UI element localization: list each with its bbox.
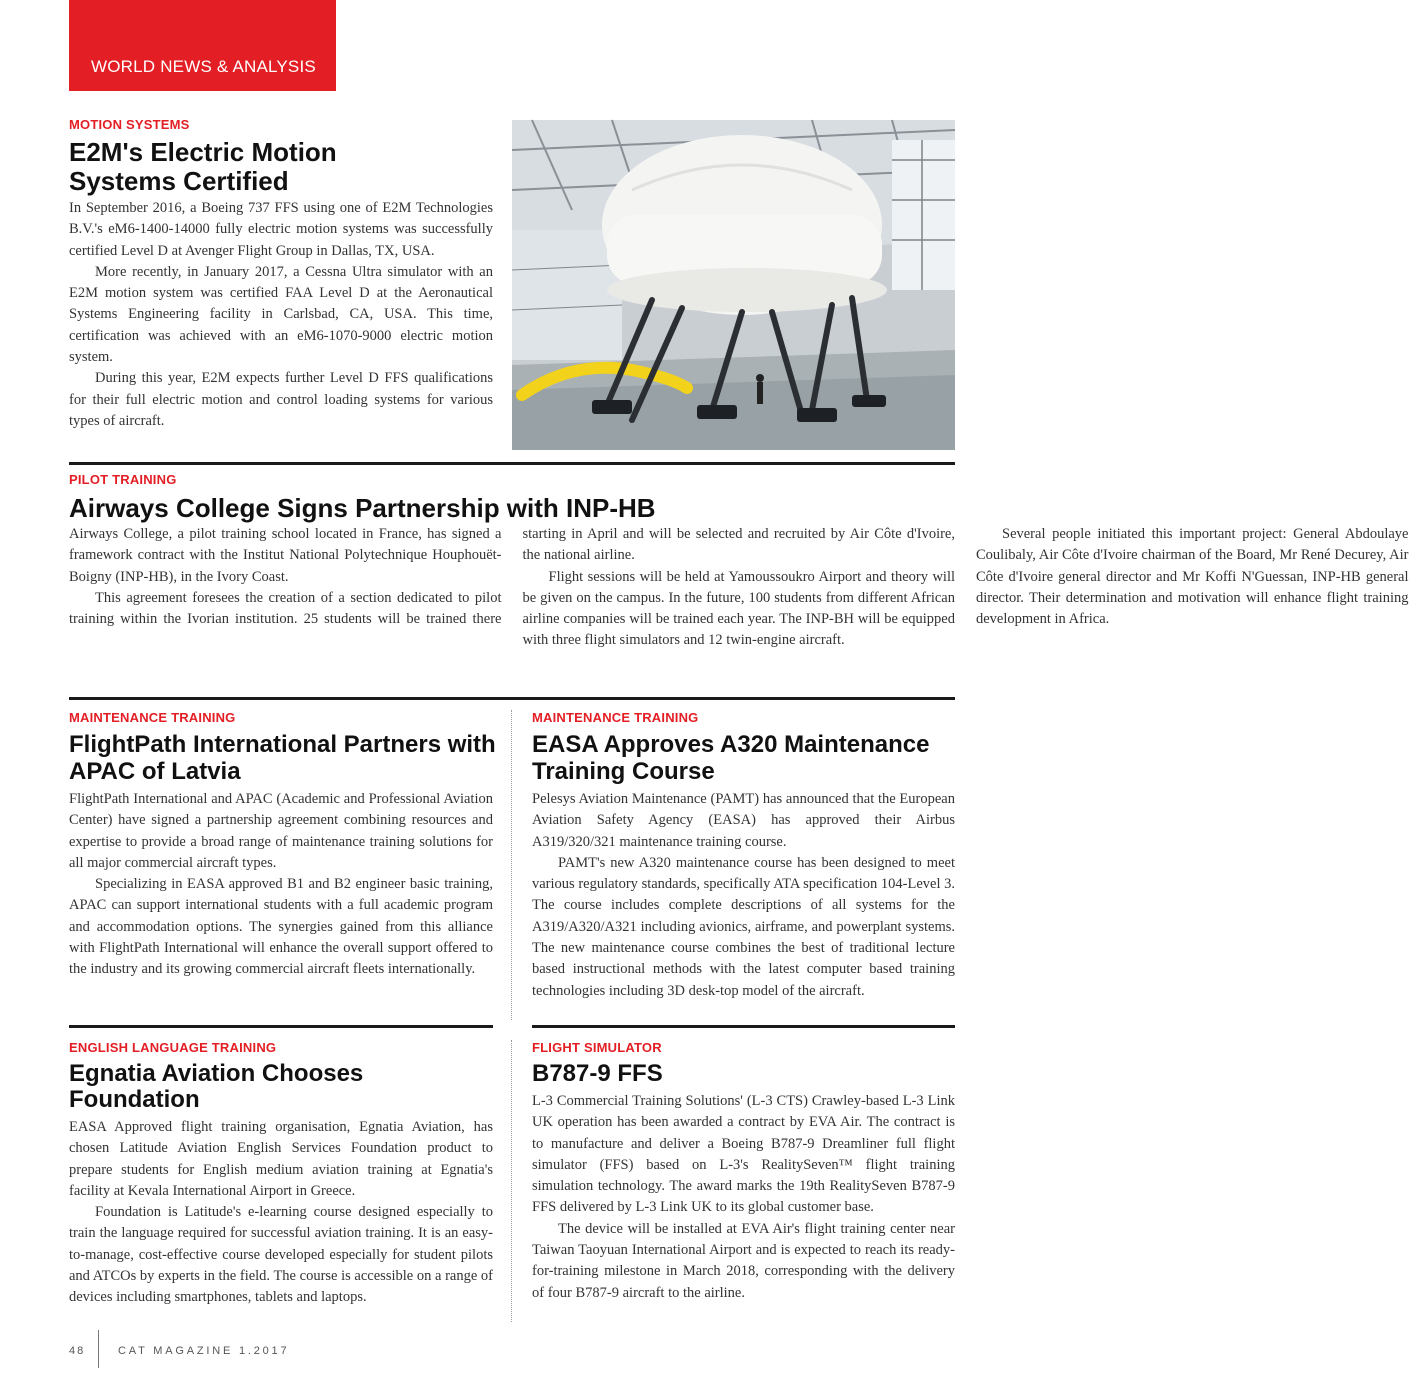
- simulator-illustration: [512, 120, 955, 450]
- article-body: [69, 1117, 493, 1309]
- paragraph: FlightPath International and APAC (Academic and Professional Aviation Center) have signed a partnership agreement combining resources and expertise to provide a broad range of maintenance training solutions for all major commercial aircraft types.: [69, 791, 493, 871]
- section-divider: [69, 697, 955, 700]
- paragraph: During this year, E2M expects further Level D FFS qualifications for their full electric motion and control loading systems for various types of aircraft.: [69, 370, 493, 429]
- article-headline: FlightPath International Partners with APAC of Latvia: [69, 731, 496, 785]
- article-flightpath-apac: [69, 710, 496, 981]
- article-b787-ffs: [532, 1040, 955, 1304]
- article-easa-a320: [532, 710, 955, 1002]
- article-motion-systems: [69, 117, 493, 432]
- page-number: 48: [69, 1345, 86, 1357]
- paragraph: This agreement foresees the creation of a section dedicated to pilot training within the Ivorian institution. 25 students will be trained there starting in April and will be selected and recruited by Air Côte d'Ivoire, the national airline.: [69, 526, 955, 628]
- section-banner: [69, 0, 336, 91]
- article-pilot-training: [69, 472, 1409, 652]
- article-egnatia-aviation: [69, 1040, 493, 1309]
- paragraph: Airways College, a pilot training school located in France, has signed a framework contract with the Institut National Polytechnique Houphouët-Boigny (INP-HB), in the Ivory Coast.: [69, 526, 502, 585]
- article-headline: Airways College Signs Partnership with INP-HB: [69, 493, 656, 523]
- footer-divider: [98, 1330, 99, 1368]
- section-divider: [69, 1025, 493, 1028]
- article-body: [532, 1091, 955, 1304]
- paragraph: Pelesys Aviation Maintenance (PAMT) has announced that the European Aviation Safety Agency (EASA) has approved their Airbus A319/320/321 maintenance training course.: [532, 791, 955, 850]
- magazine-issue: CAT MAGAZINE 1.2017: [118, 1345, 290, 1357]
- article-headline: B787-9 FFS: [532, 1060, 663, 1087]
- section-label: WORLD NEWS & ANALYSIS: [91, 57, 316, 76]
- article-category: MAINTENANCE TRAINING: [532, 710, 699, 725]
- article-headline: EASA Approves A320 Maintenance Training Course: [532, 731, 930, 785]
- article-body: [532, 789, 955, 1002]
- column-separator: [511, 710, 512, 1020]
- flight-simulator-photo: [512, 120, 955, 450]
- article-body: [69, 524, 1409, 652]
- article-category: ENGLISH LANGUAGE TRAINING: [69, 1040, 277, 1055]
- paragraph: The device will be installed at EVA Air's flight training center near Taiwan Taoyuan International Airport and is expected to reach its ready-for-training milestone in March 2018, corresponding with the delivery of four B787-9 aircraft to the airline.: [532, 1220, 955, 1301]
- paragraph: In September 2016, a Boeing 737 FFS using one of E2M Technologies B.V.'s eM6-1400-14000 fully electric motion systems was successfully certified Level D at Avenger Flight Group in Dallas, TX, USA.: [69, 200, 493, 259]
- article-body: [69, 789, 493, 981]
- article-headline: Egnatia Aviation Chooses Foundation: [69, 1060, 364, 1113]
- section-divider: [69, 462, 955, 465]
- paragraph: Foundation is Latitude's e-learning course designed especially to train the language required for successful aviation training. It is an easy-to-manage, cost-effective course developed especially for student pilots and ATCOs by experts in the field. The course is accessible on a range of devices including smartphones, tablets and laptops.: [69, 1204, 493, 1306]
- column-separator: [511, 1040, 512, 1322]
- article-headline: E2M's Electric Motion Systems Certified: [69, 137, 337, 196]
- paragraph: Specializing in EASA approved B1 and B2 engineer basic training, APAC can support international students with a full academic program and accommodation options. The synergies gained from this alliance with FlightPath International will enhance the overall support offered to the industry and its growing commercial aircraft fleets internationally.: [69, 876, 493, 978]
- section-divider: [532, 1025, 955, 1028]
- article-category: MAINTENANCE TRAINING: [69, 710, 236, 725]
- article-category: FLIGHT SIMULATOR: [532, 1040, 662, 1055]
- paragraph: More recently, in January 2017, a Cessna Ultra simulator with an E2M motion system was certified FAA Level D at the Aeronautical Systems Engineering facility in Carlsbad, CA, USA. This time, certification was achieved with an eM6-1070-9000 electric motion system.: [69, 263, 493, 366]
- article-body: [69, 198, 493, 432]
- paragraph: EASA Approved flight training organisation, Egnatia Aviation, has chosen Latitude Aviation English Services Foundation product to prepare students for English medium aviation training at Egnatia's facility at Kevala International Airport in Greece.: [69, 1119, 493, 1199]
- paragraph: Flight sessions will be held at Yamoussoukro Airport and theory will be given on the campus. In the future, 100 students from different African airline companies will be trained each year. The INP-BH will be equipped with three flight simulators and 12 twin-engine aircraft.: [522, 568, 955, 649]
- paragraph: Several people initiated this important project: General Abdoulaye Coulibaly, Air Côte d'Ivoire chairman of the Board, Mr René Decurey, Air Côte d'Ivoire general director and Mr Koffi N'Guessan, INP-HB general director. Their determination and motivation will enhance flight training development in Africa.: [976, 526, 1409, 628]
- article-category: MOTION SYSTEMS: [69, 117, 190, 132]
- article-category: PILOT TRAINING: [69, 472, 177, 487]
- paragraph: PAMT's new A320 maintenance course has been designed to meet various regulatory standards, specifically ATA specification 104-Level 3. The course includes complete descriptions of all systems for the A319/A320/A321 including avionics, airframe, and powerplant systems. The new maintenance course combines the best of traditional lecture based instructional methods with the latest computer based training technologies including 3D desk-top model of the aircraft.: [532, 854, 955, 999]
- paragraph: L-3 Commercial Training Solutions' (L-3 CTS) Crawley-based L-3 Link UK operation has been awarded a contract by EVA Air. The contract is to manufacture and deliver a Boeing B787-9 Dreamliner full flight simulator (FFS) based on L-3's RealitySeven™ flight training simulation technology. The award marks the 19th RealitySeven B787-9 FFS delivered by L-3 Link UK to its global customer base.: [532, 1093, 955, 1216]
